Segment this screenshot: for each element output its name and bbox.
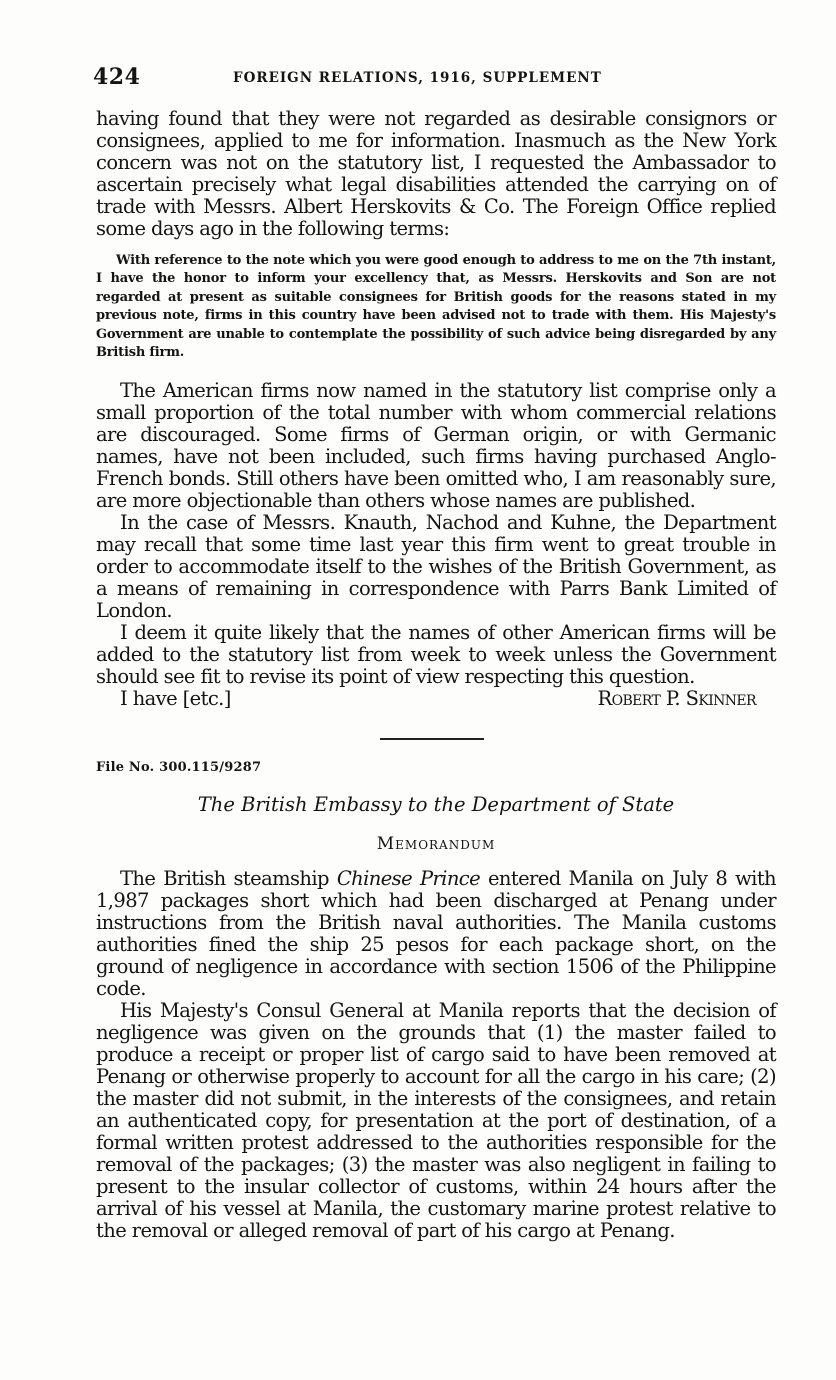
memo-text: The British steamship (120, 867, 337, 891)
letter-paragraph: In the case of Messrs. Knauth, Nachod and Kuhne, the Department may recall that some time last year this firm went to great trouble in order to accommodate itself to the wishes of the British Government, as a means of remaining in correspondence with Parrs Bank Limited of London. (96, 511, 776, 623)
closing-line (96, 688, 776, 710)
signature: Robert P. Skinner (597, 687, 756, 711)
letter-paragraph: I deem it quite likely that the names of other American firms will be added to the statutory list from week to week unless the Government should see fit to revise its point of view respecting this question. (96, 621, 776, 689)
section-divider (380, 738, 484, 740)
foreign-office-quote: With reference to the note which you were good enough to address to me on the 7th instant, I have the honor to inform your excellency that, as Messrs. Herskovits and Son are not regarded at present as suitable consignees for British goods for the reasons stated in my previous note, firms in this country have been advised not to trade with them. His Majesty's Government are unable to contemplate the possibility of such advice being disregarded by any British firm. (96, 253, 776, 361)
memo-paragraph (96, 868, 776, 1000)
page-body (96, 108, 776, 1242)
memo-text: entered Manila on July 8 with 1,987 packages short which had been discharged at Penang under instructions from the British naval authorities. The Manila customs authorities fined the ship 25 pesos for each package short, on the ground of negligence in accordance with section 1506 of the Philippine code. (96, 867, 777, 1001)
letter-paragraph-continued: having found that they were not regarded as desirable consignors or consignees, applied to me for information. Inasmuch as the New York concern was not on the statutory list, I requested the Ambassador to ascertain precisely what legal disabilities attended the carrying on of trade with Messrs. Albert Herskovits & Co. The Foreign Office replied some days ago in the following terms: (96, 107, 776, 240)
memo-paragraph: His Majesty's Consul General at Manila reports that the decision of negligence was given on the grounds that (1) the master failed to produce a receipt or proper list of cargo said to have been removed at Penang or otherwise properly to account for all the cargo in his care; (2) the master did not submit, in the interests of the consignees, and retain an authenticated copy, for presentation at the port of destination, of a formal written protest addressed to the authorities responsible for the removal of the packages; (3) the master was also negligent in failing to present to the insular collector of customs, within 24 hours after the arrival of his vessel at Manila, the customary marine protest relative to the removal or alleged removal of part of his cargo at Penang. (96, 999, 776, 1243)
memorandum-heading: Memorandum (376, 834, 496, 855)
document-title: The British Embassy to the Department of State (197, 793, 675, 817)
file-number: File No. 300.115/9287 (96, 760, 262, 776)
page-number: 424 (93, 64, 141, 90)
closing: I have [etc.] (120, 687, 231, 711)
page-header (93, 64, 641, 92)
ship-name: Chinese Prince (336, 867, 481, 891)
running-head: FOREIGN RELATIONS, 1916, SUPPLEMENT (233, 70, 602, 86)
letter-paragraph: The American firms now named in the statutory list comprise only a small proportion of the total number with whom commercial relations are discouraged. Some firms of German origin, or with Germanic names, have not been included, such firms having purchased Anglo-French bonds. Still others have been omitted who, I am reasonably sure, are more objectionable than others whose names are published. (96, 379, 776, 513)
